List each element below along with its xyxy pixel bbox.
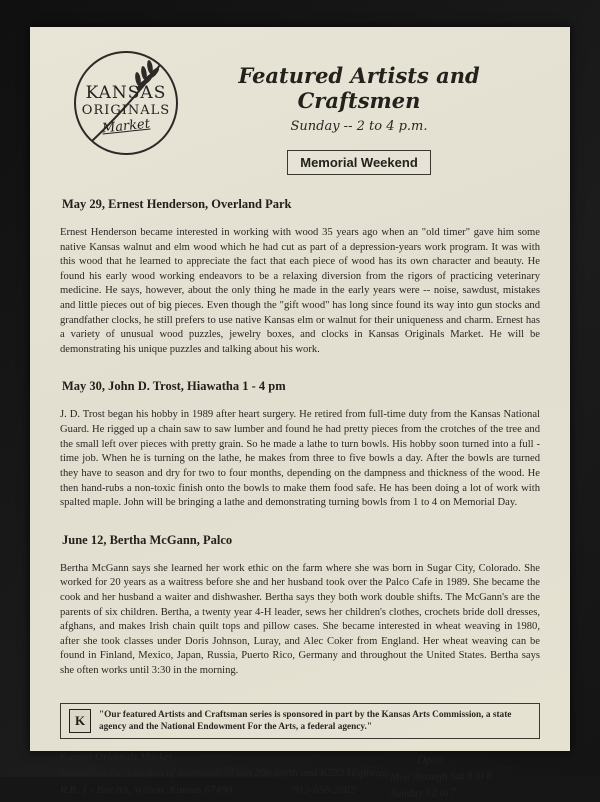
section-body: J. D. Trost began his hobby in 1989 after heart surgery. He retired from full-time duty from the Kansas National Guard. He rigged up a chain saw to saw lumber and found he had pretty pieces from the crotches of the tree and the small left over pieces with pretty grain. So he made a lathe to turn bowls. His hobby soon turned into a full -time job. When he is turning on the lathe, he makes from three to five bowls a day. After the bowls are turned they have to season and dry for two to four months, depending on the dampness and thickness of the wood. He then hand-rubs a non-toxic finish onto the bowls to make them food safe. He has been doing a lot of work with spalted maple. John will be bringing a lathe and demonstrating turning bowls from 1 to 4 on Memorial Day. xyxy=(60,409,540,509)
section-may-30 xyxy=(60,379,540,510)
footer-location-line: Located at the Junction of Interstate 70 exit 206 north and K232 Highway. xyxy=(60,767,389,780)
flyer-paper xyxy=(30,27,570,800)
sponsor-note-box xyxy=(60,703,540,739)
logo-text-kansas: KANSAS xyxy=(85,83,167,103)
section-heading: May 30, John D. Trost, Hiawatha 1 - 4 pm xyxy=(62,379,286,394)
sponsor-text: "Our featured Artists and Craftsman series is sponsored in part by the Kansas Arts Commission, a state agency and the National Endowment For the Arts, a federal agency." xyxy=(99,709,512,732)
footer-box-line xyxy=(60,782,390,799)
section-heading: May 29, Ernest Henderson, Overland Park xyxy=(62,197,292,211)
section-june-12 xyxy=(60,533,540,679)
section-heading: June 12, Bertha McGann, Palco xyxy=(62,532,233,547)
kansas-arts-commission-icon xyxy=(69,709,91,733)
header xyxy=(60,51,540,175)
logo-text-market: Market xyxy=(101,116,151,137)
footer-hours-block xyxy=(389,747,540,802)
logo-text-originals: ORIGINALS xyxy=(81,103,171,118)
title-block xyxy=(178,51,540,175)
section-may-29 xyxy=(60,197,540,357)
footer-market-name: Kansas Originals Market xyxy=(60,750,172,763)
footer-po-box: R.R. 1 - Box 8A, Wilson, Kansas 67490 xyxy=(60,783,233,796)
hours-sunday: Sunday 12 to 7 xyxy=(390,786,457,800)
kansas-originals-logo xyxy=(74,51,178,155)
footer xyxy=(60,749,540,801)
sponsor-logo-letter: K xyxy=(74,712,86,728)
hours-label: Open: xyxy=(417,753,446,767)
section-body: Bertha McGann says she learned her work ethic on the farm where she was born in Sugar City, Colorado. She worked for 20 years as a waitress before she and her husband took over the Palco Cafe in 1989. She became the cook and her husband a waiter and dishwasher. Bertha says they both work double shifts. The McGann's are the parents of six children. Bertha, a twenty year 4-H leader, sews her children's clothes, crochets bride doll dresses, afghans, and makes Irish chain quilt tops and pillow cases. She became interested in wheat weaving in 1980, after she took classes under Doris Johnson, Luray, and Alec Coker from England. Her wheat weaving can be found in Finland, Mexico, Japan, Russia, Puerto Rico, Germany and throughout the United States. Bertha says she often works until 3:30 in the morning. xyxy=(60,562,540,677)
section-body: Ernest Henderson became interested in working with wood 35 years ago when an "old timer" gave him some native Kansas walnut and elm wood which he had cut as part of a depression-years work program. It was with this wood that he learned to appreciate the fact that each piece of wood has its own character and beauty. He found his early wood working endeavors to be a relaxing diversion from the rigors of practicing veterinary medicine. He says, however, about the only thing he made in the early years were -- noise, sawdust, mistakes and little pieces out of big pieces. Even though the "gift wood" has long since found its way into gun stocks and grandfather clocks, he still prefers to use native Kansas elm or walnut for their uniqueness and charm. Ernest has a variety of unusual wood puzzles, jewelry boxes, and clocks in Kansas Originals Market. He will be demonstrating his unique puzzles and talking about his work. xyxy=(60,227,540,355)
footer-address-block xyxy=(60,749,390,801)
page-subtitle: Sunday -- 2 to 4 p.m. xyxy=(290,119,428,134)
footer-phone: 913-658-2602 xyxy=(292,783,356,796)
page-title: Featured Artists and Craftsmen xyxy=(238,63,480,113)
hours-weekdays: Mon through Sat 8 to 8 xyxy=(389,768,493,784)
memorial-weekend-badge: Memorial Weekend xyxy=(287,150,431,175)
